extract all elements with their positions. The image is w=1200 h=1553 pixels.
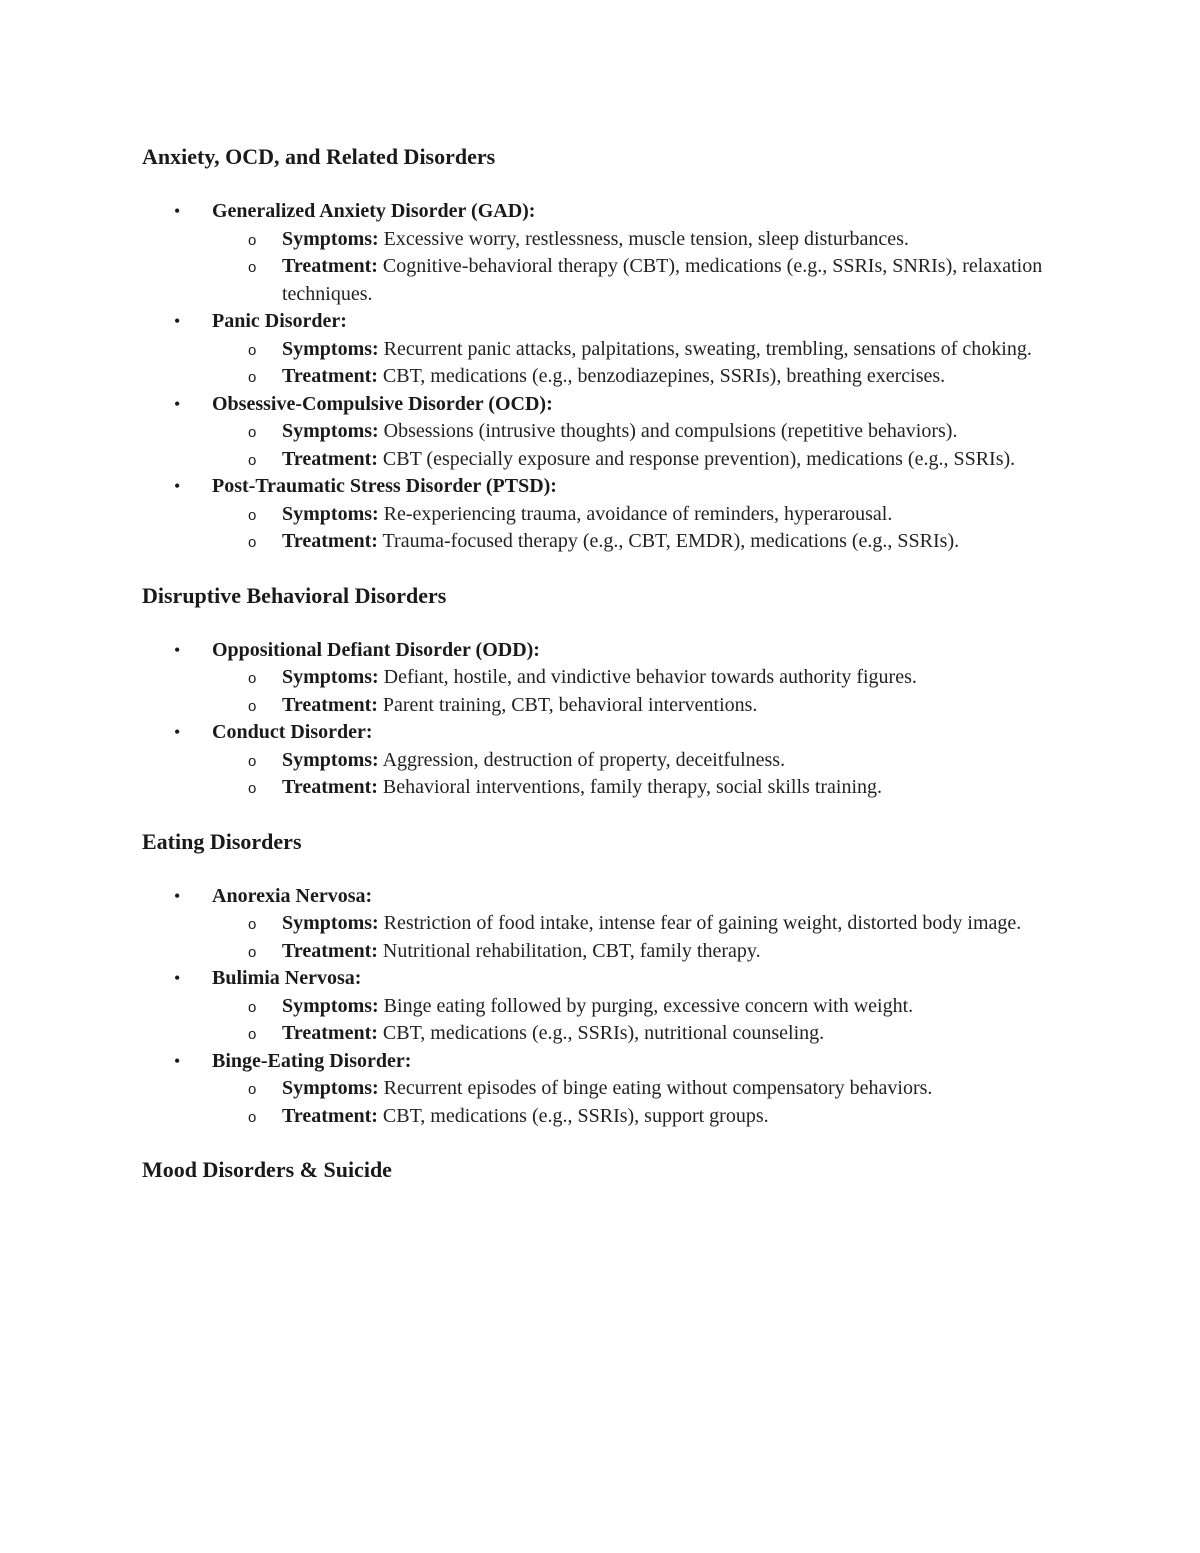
treatment-text: Cognitive-behavioral therapy (CBT), medications (e.g., SSRIs, SNRIs), relaxation techniques.: [282, 255, 1043, 305]
symptoms-label: Symptoms:: [282, 337, 379, 360]
disorder-item: [142, 473, 1062, 556]
sub-bullet-icon: o: [248, 534, 257, 551]
detail-list: [212, 501, 1062, 556]
treatment-label: Treatment:: [282, 365, 378, 387]
symptoms-text: Recurrent episodes of binge eating without compensatory behaviors.: [383, 1077, 933, 1099]
disorder-item: [142, 637, 1062, 720]
disorder-item: [142, 719, 1062, 802]
sub-bullet-icon: o: [248, 780, 257, 797]
symptoms-text: Obsessions (intrusive thoughts) and compulsions (repetitive behaviors).: [383, 420, 958, 442]
symptoms-text: Re-experiencing trauma, avoidance of reminders, hyperarousal.: [383, 502, 893, 525]
symptoms-entry: [212, 747, 1062, 775]
symptoms-label: Symptoms:: [282, 748, 379, 771]
treatment-entry: [212, 528, 1062, 556]
symptoms-entry: [212, 993, 1062, 1021]
detail-list: [212, 336, 1062, 391]
symptoms-entry: [212, 336, 1062, 364]
disorder-title: Conduct Disorder:: [212, 721, 373, 743]
sub-bullet-icon: o: [248, 369, 257, 386]
disorder-list: [142, 883, 1062, 1131]
treatment-text: Nutritional rehabilitation, CBT, family therapy.: [382, 939, 761, 962]
symptoms-text: Restriction of food intake, intense fear of gaining weight, distorted body image.: [383, 912, 1022, 934]
treatment-entry: [212, 1020, 1062, 1048]
bullet-icon: •: [174, 476, 181, 496]
treatment-entry: [212, 774, 1062, 802]
treatment-label: Treatment:: [282, 776, 378, 798]
disorder-title: Generalized Anxiety Disorder (GAD):: [212, 200, 536, 222]
symptoms-entry: [212, 1075, 1062, 1103]
treatment-entry: [212, 938, 1062, 966]
disorder-title: Panic Disorder:: [212, 310, 347, 332]
symptoms-entry: [212, 418, 1062, 446]
treatment-text: Behavioral interventions, family therapy, social skills training.: [382, 776, 883, 798]
sub-bullet-icon: o: [248, 231, 257, 249]
bullet-icon: •: [174, 311, 181, 331]
disorder-item: [142, 1048, 1062, 1131]
treatment-label: Treatment:: [282, 255, 378, 277]
treatment-entry: [212, 446, 1062, 474]
section-heading: Eating Disorders: [142, 828, 302, 854]
sub-bullet-icon: o: [248, 1108, 257, 1126]
treatment-label: Treatment:: [282, 1022, 378, 1044]
detail-list: [212, 1075, 1062, 1130]
disorder-title: Bulimia Nervosa:: [212, 967, 362, 989]
sub-bullet-icon: o: [248, 424, 257, 441]
symptoms-text: Recurrent panic attacks, palpitations, sweating, trembling, sensations of choking.: [383, 337, 1032, 360]
disorder-title: Post-Traumatic Stress Disorder (PTSD):: [212, 475, 557, 497]
bullet-icon: •: [174, 968, 181, 988]
symptoms-text: Binge eating followed by purging, excessive concern with weight.: [383, 994, 914, 1017]
treatment-text: CBT, medications (e.g., SSRIs), support groups.: [382, 1104, 769, 1127]
treatment-entry: [212, 1103, 1062, 1131]
document-page: [142, 142, 1062, 1211]
bullet-icon: •: [174, 639, 181, 660]
treatment-label: Treatment:: [282, 447, 378, 470]
symptoms-label: Symptoms:: [282, 502, 379, 525]
disorder-list: [142, 198, 1062, 556]
detail-list: [212, 226, 1062, 309]
sub-bullet-icon: o: [248, 697, 257, 715]
sub-bullet-icon: o: [248, 259, 257, 276]
disorder-title: Obsessive-Compulsive Disorder (OCD):: [212, 392, 553, 415]
disorder-title: Oppositional Defiant Disorder (ODD):: [212, 638, 540, 661]
symptoms-label: Symptoms:: [282, 994, 379, 1017]
sub-bullet-icon: o: [248, 506, 257, 524]
treatment-label: Treatment:: [282, 693, 378, 716]
sub-bullet-icon: o: [248, 1026, 257, 1043]
sub-bullet-icon: o: [248, 916, 257, 933]
symptoms-entry: [212, 910, 1062, 938]
symptoms-label: Symptoms:: [282, 227, 379, 250]
symptoms-text: Aggression, destruction of property, deceitfulness.: [382, 748, 786, 771]
symptoms-label: Symptoms:: [282, 420, 379, 442]
symptoms-text: Excessive worry, restlessness, muscle tension, sleep disturbances.: [383, 227, 909, 250]
sub-bullet-icon: o: [248, 341, 257, 359]
disorder-title: Binge-Eating Disorder:: [212, 1049, 412, 1072]
treatment-entry: [212, 692, 1062, 720]
detail-list: [212, 910, 1062, 965]
section-heading: Disruptive Behavioral Disorders: [142, 582, 447, 608]
symptoms-text: Defiant, hostile, and vindictive behavior towards authority figures.: [383, 666, 917, 688]
bullet-icon: •: [174, 393, 181, 414]
detail-list: [212, 747, 1062, 802]
disorder-item: [142, 391, 1062, 474]
treatment-text: CBT, medications (e.g., SSRIs), nutritional counseling.: [382, 1022, 825, 1044]
treatment-entry: [212, 363, 1062, 391]
symptoms-label: Symptoms:: [282, 912, 379, 934]
disorder-item: [142, 198, 1062, 308]
bullet-icon: •: [174, 722, 181, 742]
section-eating: [142, 827, 1062, 1131]
treatment-label: Treatment:: [282, 939, 378, 962]
disorder-title: Anorexia Nervosa:: [212, 884, 373, 907]
treatment-text: CBT, medications (e.g., benzodiazepines, SSRIs), breathing exercises.: [382, 365, 946, 387]
section-heading: Anxiety, OCD, and Related Disorders: [142, 144, 496, 169]
disorder-item: [142, 308, 1062, 391]
symptoms-entry: [212, 501, 1062, 529]
treatment-label: Treatment:: [282, 1104, 378, 1127]
section-anxiety: [142, 142, 1062, 556]
symptoms-entry: [212, 664, 1062, 692]
bullet-icon: •: [174, 201, 181, 221]
treatment-text: CBT (especially exposure and response prevention), medications (e.g., SSRIs).: [382, 447, 1016, 470]
bullet-icon: •: [174, 885, 181, 906]
disorder-item: [142, 965, 1062, 1048]
sub-bullet-icon: o: [248, 943, 257, 961]
symptoms-entry: [212, 226, 1062, 254]
detail-list: [212, 993, 1062, 1048]
treatment-text: Parent training, CBT, behavioral interventions.: [382, 693, 758, 716]
treatment-label: Treatment:: [282, 530, 378, 552]
sub-bullet-icon: o: [248, 998, 257, 1016]
section-disruptive: [142, 581, 1062, 802]
detail-list: [212, 664, 1062, 719]
sub-bullet-icon: o: [248, 1081, 257, 1098]
sub-bullet-icon: o: [248, 752, 257, 770]
sub-bullet-icon: o: [248, 670, 257, 687]
treatment-entry: [212, 253, 1062, 308]
detail-list: [212, 418, 1062, 473]
section-mood: [142, 1155, 1062, 1185]
symptoms-label: Symptoms:: [282, 1077, 379, 1099]
bullet-icon: •: [174, 1050, 181, 1071]
sub-bullet-icon: o: [248, 451, 257, 469]
symptoms-label: Symptoms:: [282, 666, 379, 688]
section-heading: Mood Disorders & Suicide: [142, 1157, 392, 1182]
treatment-text: Trauma-focused therapy (e.g., CBT, EMDR), medications (e.g., SSRIs).: [382, 530, 960, 552]
disorder-item: [142, 883, 1062, 966]
disorder-list: [142, 637, 1062, 802]
